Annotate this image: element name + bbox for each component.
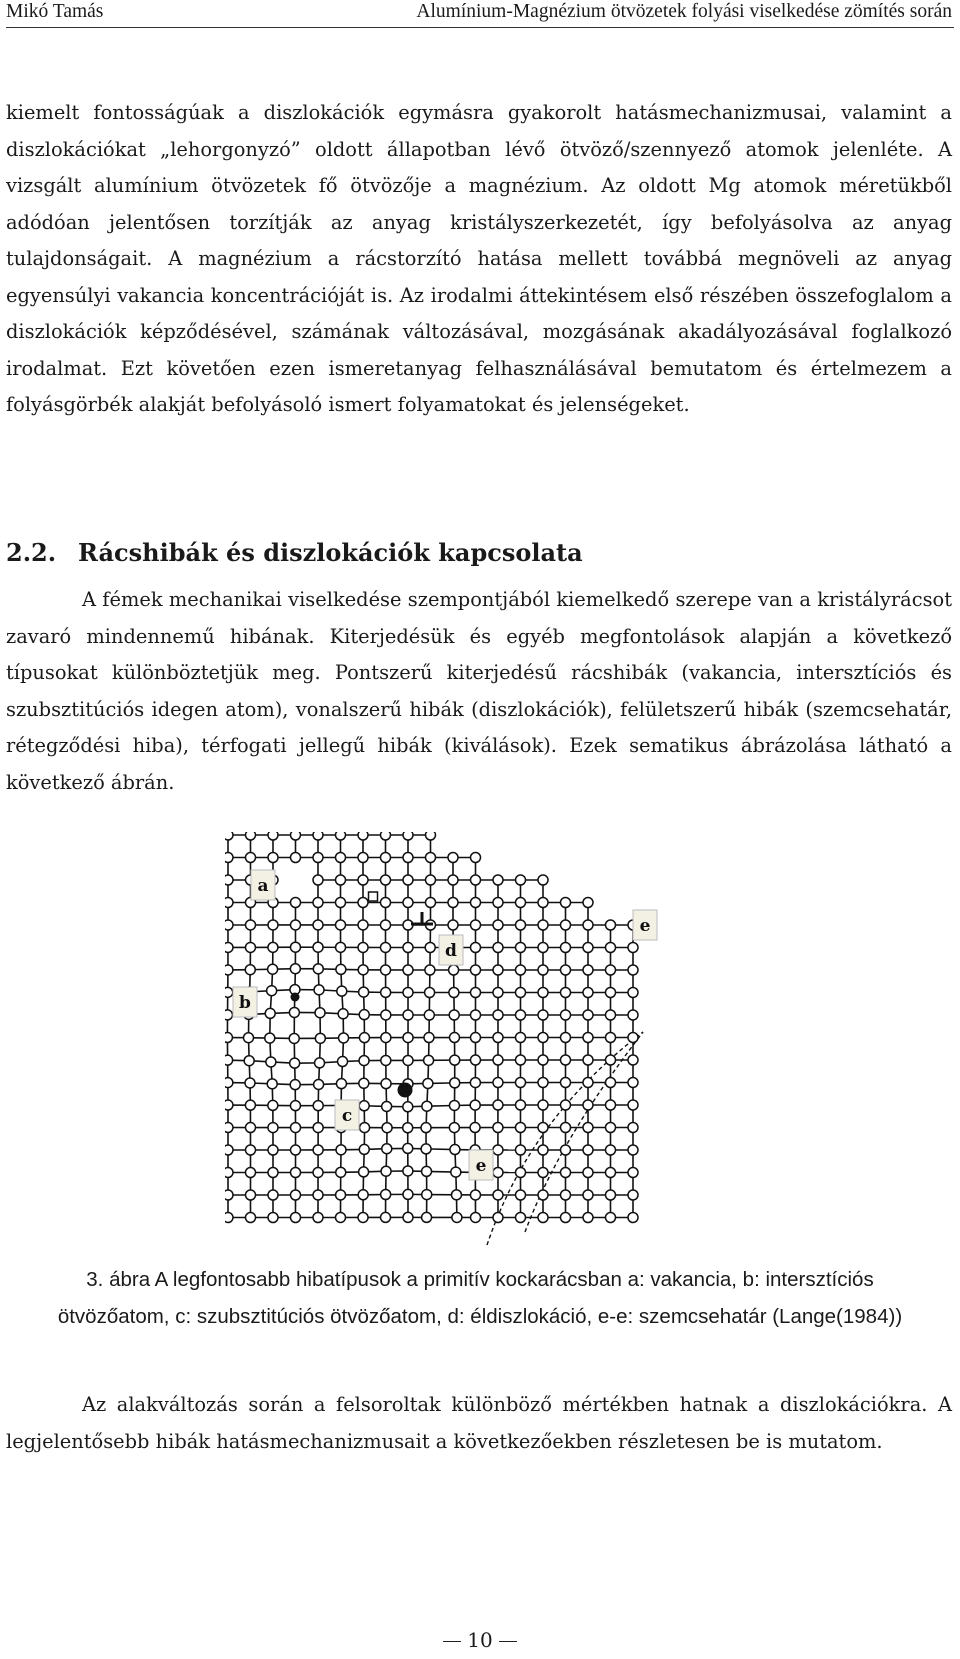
svg-text:b: b — [239, 993, 251, 1013]
lattice-diagram — [225, 832, 705, 1257]
svg-text:c: c — [341, 1106, 353, 1126]
page-number — [0, 1628, 960, 1652]
section-heading — [6, 538, 583, 567]
page-number-value: 10 — [467, 1628, 493, 1652]
paragraph-conclusion: Az alakváltozás során a felsoroltak különböző mértékben hatnak a diszlokációkra. A legjelentősebb hibák hatásmechanizmusait a következőekben részletesen be is mutatom. — [6, 1393, 952, 1453]
header-author: Mikó Tamás — [6, 1, 104, 22]
figure-caption: 3. ábra A legfontosabb hibatípusok a primitív kockarácsban a: vakancia, b: intersztíciós ötvözőatom, c: szubsztitúciós ötvözőatom, d: éldiszlokáció, e-e: szemcsehatár (Lange(1984)) — [57, 1268, 903, 1328]
svg-text:d: d — [445, 941, 457, 961]
page-header — [6, 0, 954, 28]
label-e-bottom — [469, 1150, 493, 1180]
paragraph-lattice-defects: A fémek mechanikai viselkedése szempontjából kiemelkedő szerepe van a kristályrácsot zavaró mindennemű hibának. Kiterjedésük és egyéb megfontolások alapján a következő típusokat különböztetjük meg. Pontszerű kiterjedésű rácshibák (vakancia, intersztíciós és szubsztitúciós idegen atom), vonalszerű hibák (diszlokációk), felületszerű hibák (szemcsehatár, rétegződési hiba), térfogati jellegű hibák (kiválások). Ezek sematikus ábrázolása látható a következő ábrán. — [6, 588, 952, 794]
section-number: 2.2. — [6, 538, 57, 567]
lattice-defects-figure — [225, 832, 705, 1257]
svg-text:a: a — [257, 876, 269, 896]
label-c — [335, 1100, 359, 1130]
label-a — [251, 870, 275, 900]
header-title: Alumínium-Magnézium ötvözetek folyási viselkedése zömítés során — [416, 1, 952, 22]
paragraph-intro: kiemelt fontosságúak a diszlokációk egymásra gyakorolt hatásmechanizmusai, valamint a diszlokációkat „lehorgonyzó” oldott állapotban lévő ötvöző/szennyező atomok jelenléte. A vizsgált alumínium ötvözetek fő ötvözője a magnézium. Az oldott Mg atomok méretükből adódóan jelentősen torzítják az anyag kristályszerkezetét, így befolyásolva az anyag tulajdonságait. A magnézium a rácstorzító hatása mellett továbbá megnöveli az anyag egyensúlyi vakancia koncentrációját is. Az irodalmi áttekintésem első részében összefoglalom a diszlokációk képződésével, számának változásával, mozgásának akadályozásával foglalkozó irodalmat. Ezt követően ezen ismeretanyag felhasználásával bemutatom és értelmezem a folyásgörbék alakját befolyásoló ismert folyamatokat és jelenségeket. — [6, 101, 952, 416]
label-d — [439, 935, 463, 965]
label-e-top — [633, 910, 657, 940]
svg-text:e: e — [475, 1156, 487, 1176]
section-title: Rácshibák és diszlokációk kapcsolata — [78, 538, 583, 567]
label-b — [233, 987, 257, 1017]
svg-text:e: e — [639, 916, 651, 936]
